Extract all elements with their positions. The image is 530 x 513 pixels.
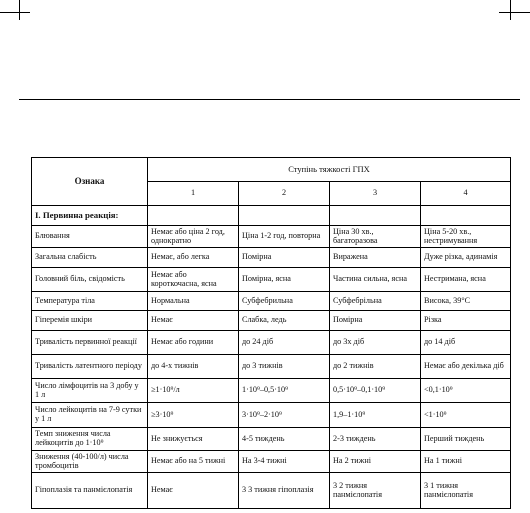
row-sign-cell: Гіпоплазія та панмієлопатія <box>32 473 148 509</box>
row-level-2-cell: Субфебрильна <box>239 292 330 311</box>
row-level-3-cell: Субфебрільна <box>330 292 421 311</box>
row-level-3-cell: Помірна <box>330 311 421 331</box>
row-level-4-cell: Перший тиждень <box>421 428 511 451</box>
row-level-1-cell: ≥1·10⁹/л <box>148 379 239 403</box>
table-row <box>32 311 511 331</box>
column-header-degree: Ступінь тяжкості ГПХ <box>148 158 511 182</box>
row-level-2-cell: до 3 тижнів <box>239 355 330 379</box>
page-header-rule <box>19 99 520 100</box>
table-row <box>32 473 511 509</box>
row-sign-cell: Число лейкоцитів на 7-9 сутки у 1 л <box>32 403 148 428</box>
section-empty-cell <box>330 206 421 226</box>
table-row <box>32 379 511 403</box>
row-level-1-cell: Немає, або легка <box>148 248 239 268</box>
row-level-4-cell: до 14 діб <box>421 331 511 355</box>
row-level-2-cell: до 24 діб <box>239 331 330 355</box>
column-header-level-2: 2 <box>239 182 330 206</box>
row-level-1-cell: до 4-х тижнів <box>148 355 239 379</box>
row-level-3-cell: 0,5·10⁹–0,1·10⁹ <box>330 379 421 403</box>
row-level-4-cell: На 1 тижні <box>421 451 511 473</box>
row-level-4-cell: Дуже різка, адинамія <box>421 248 511 268</box>
row-sign-cell: Тривалість латентного періоду <box>32 355 148 379</box>
column-header-level-1: 1 <box>148 182 239 206</box>
row-level-4-cell: 3 1 тижня панмієлопатія <box>421 473 511 509</box>
row-sign-cell: Загальна слабість <box>32 248 148 268</box>
table-row <box>32 451 511 473</box>
row-sign-cell: Темп зниження числа лейкоцитів до 1·10⁹ <box>32 428 148 451</box>
table-row <box>32 331 511 355</box>
table-row <box>32 226 511 248</box>
row-level-2-cell: 4-5 тиждень <box>239 428 330 451</box>
section-empty-cell <box>239 206 330 226</box>
row-level-1-cell: Немає або ціна 2 год, однократно <box>148 226 239 248</box>
row-level-2-cell: 1·10⁹–0,5·10⁹ <box>239 379 330 403</box>
row-level-3-cell: до 2 тижнів <box>330 355 421 379</box>
table-row <box>32 268 511 292</box>
crop-mark-top-left-vertical <box>19 0 20 20</box>
row-level-2-cell: Ціна 1-2 год, повторна <box>239 226 330 248</box>
row-level-3-cell: На 2 тижні <box>330 451 421 473</box>
row-level-2-cell: Помірна <box>239 248 330 268</box>
row-sign-cell: Головний біль, свідомість <box>32 268 148 292</box>
row-level-2-cell: 3 3 тижня гіпоплазія <box>239 473 330 509</box>
table-row <box>32 248 511 268</box>
table-row <box>32 355 511 379</box>
row-sign-cell: Зниження (40-100/л) числа тромбоцитів <box>32 451 148 473</box>
table-row <box>32 403 511 428</box>
table-row <box>32 292 511 311</box>
row-level-4-cell: <0,1·10⁹ <box>421 379 511 403</box>
radiation-sickness-table <box>31 157 511 509</box>
column-header-level-4: 4 <box>421 182 511 206</box>
row-level-1-cell: Не знижується <box>148 428 239 451</box>
row-level-1-cell: Нормальна <box>148 292 239 311</box>
section-empty-cell <box>421 206 511 226</box>
row-level-1-cell: Немає або на 5 тижні <box>148 451 239 473</box>
row-level-1-cell: ≥3·10⁹ <box>148 403 239 428</box>
row-level-4-cell: Різка <box>421 311 511 331</box>
row-level-2-cell: На 3-4 тижні <box>239 451 330 473</box>
row-level-1-cell: Немає або години <box>148 331 239 355</box>
row-level-4-cell: Немає або декілька діб <box>421 355 511 379</box>
table-row <box>32 428 511 451</box>
row-level-2-cell: 3·10⁹–2·10⁹ <box>239 403 330 428</box>
row-sign-cell: Блювання <box>32 226 148 248</box>
row-level-1-cell: Немає <box>148 473 239 509</box>
crop-mark-top-right-vertical <box>510 0 511 20</box>
crop-mark-top-left-horizontal <box>0 12 30 13</box>
row-level-2-cell: Слабка, ледь <box>239 311 330 331</box>
row-level-1-cell: Немає <box>148 311 239 331</box>
column-header-level-3: 3 <box>330 182 421 206</box>
row-sign-cell: Гіперемія шкіри <box>32 311 148 331</box>
row-level-2-cell: Помірна, ясна <box>239 268 330 292</box>
row-sign-cell: Температура тіла <box>32 292 148 311</box>
section-empty-cell <box>148 206 239 226</box>
row-level-4-cell: Ціна 5-20 хв., нестримування <box>421 226 511 248</box>
row-sign-cell: Число лімфоцитів на 3 добу у 1 л <box>32 379 148 403</box>
row-level-1-cell: Немає або короткочасна, ясна <box>148 268 239 292</box>
row-level-3-cell: до 3х діб <box>330 331 421 355</box>
row-level-3-cell: 3 2 тижня панмієлопатія <box>330 473 421 509</box>
crop-mark-top-right-horizontal <box>499 12 530 13</box>
row-level-3-cell: Ціна 30 хв., багаторазова <box>330 226 421 248</box>
row-sign-cell: Тривалість первинної реакції <box>32 331 148 355</box>
row-level-3-cell: 1,9–1·10⁹ <box>330 403 421 428</box>
section-title: I. Первинна реакція: <box>32 206 148 226</box>
row-level-3-cell: Частина сильна, ясна <box>330 268 421 292</box>
row-level-3-cell: Виражена <box>330 248 421 268</box>
row-level-4-cell: Висока, 39°С <box>421 292 511 311</box>
column-header-sign: Ознака <box>32 158 148 206</box>
row-level-4-cell: Нестримана, ясна <box>421 268 511 292</box>
row-level-3-cell: 2-3 тиждень <box>330 428 421 451</box>
row-level-4-cell: <1·10⁹ <box>421 403 511 428</box>
